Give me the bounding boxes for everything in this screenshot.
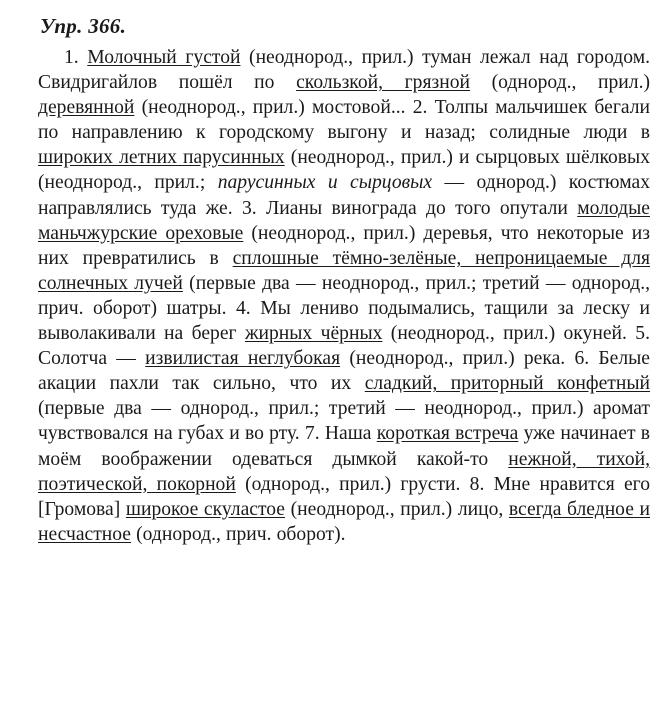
text-segment-8: (неоднород., прил.) и сырцовых шёлковых (неоднород., прил.; bbox=[38, 147, 650, 194]
text-segment-4: (однород., прил.) bbox=[469, 72, 650, 94]
text-segment-13: сплошные тёмно-зелёные, непроницаемые для солнечных лучей bbox=[38, 247, 650, 294]
text-segment-15: жирных чёрных bbox=[244, 323, 383, 345]
text-segment-7: широких летних парусинных bbox=[38, 147, 285, 169]
text-segment-17: извилистая неглубокая bbox=[145, 348, 341, 370]
exercise-body bbox=[38, 45, 650, 547]
exercise-paragraph bbox=[38, 45, 650, 547]
text-segment-18: (неоднород., прил.) река. 6. Белые акации пахли так сильно, что их bbox=[38, 348, 651, 395]
text-segment-22: уже начинает в моём воображении одеваться дымкой какой-то bbox=[38, 423, 651, 470]
text-segment-28: (однород., прич. оборот). bbox=[131, 523, 346, 545]
exercise-rich-text bbox=[38, 47, 650, 545]
document-page bbox=[0, 14, 664, 716]
text-segment-25: широкое скуластое bbox=[125, 498, 286, 520]
page-title: Упр. 366. bbox=[40, 14, 127, 38]
text-segment-20: (первые два — однород., прил.; третий — неоднород., прил.) аромат чувствовался на губах и во рту. 7. Наша bbox=[38, 398, 650, 445]
text-segment-23: нежной, тихой, поэтической, покорной bbox=[38, 448, 651, 495]
text-segment-9: парусинных и сырцовых bbox=[217, 172, 433, 194]
text-segment-19: сладкий, приторный конфетный bbox=[364, 373, 650, 395]
text-segment-26: (неоднород., прил.) лицо, bbox=[285, 498, 509, 520]
text-segment-0: 1. bbox=[64, 47, 88, 68]
text-segment-2: (неоднород., прил.) туман лежал над городом. Свидригайлов пошёл по bbox=[38, 47, 650, 94]
text-segment-12: (неоднород., прил.) деревья, что некоторые из них превратились в bbox=[38, 222, 650, 269]
text-segment-21: короткая встреча bbox=[376, 423, 519, 445]
text-segment-27: всегда бледное и несчастное bbox=[38, 498, 651, 545]
text-segment-10: — однород.) костюмах направлялись туда же. 3. Лианы винограда до того опутали bbox=[38, 172, 650, 219]
text-segment-11: молодые маньчжурские ореховые bbox=[38, 197, 650, 244]
text-segment-16: (неоднород., прил.) окуней. 5. Солотча — bbox=[38, 323, 650, 370]
text-segment-5: деревянной bbox=[38, 97, 135, 119]
text-segment-14: (первые два — неоднород., прил.; третий — однород., прич. оборот) шатры. 4. Мы лениво подымались, тащили за леску и выволакивали на берег bbox=[38, 272, 651, 345]
text-segment-1: Молочный густой bbox=[87, 47, 241, 68]
text-segment-24: (однород., прил.) грусти. 8. Мне нравится его [Громова] bbox=[38, 473, 650, 520]
text-segment-6: (неоднород., прил.) мостовой... 2. Толпы мальчишек бегали по направлению к городскому выгону и назад; солидные люди в bbox=[38, 97, 650, 144]
text-segment-3: скользкой, грязной bbox=[296, 72, 470, 94]
